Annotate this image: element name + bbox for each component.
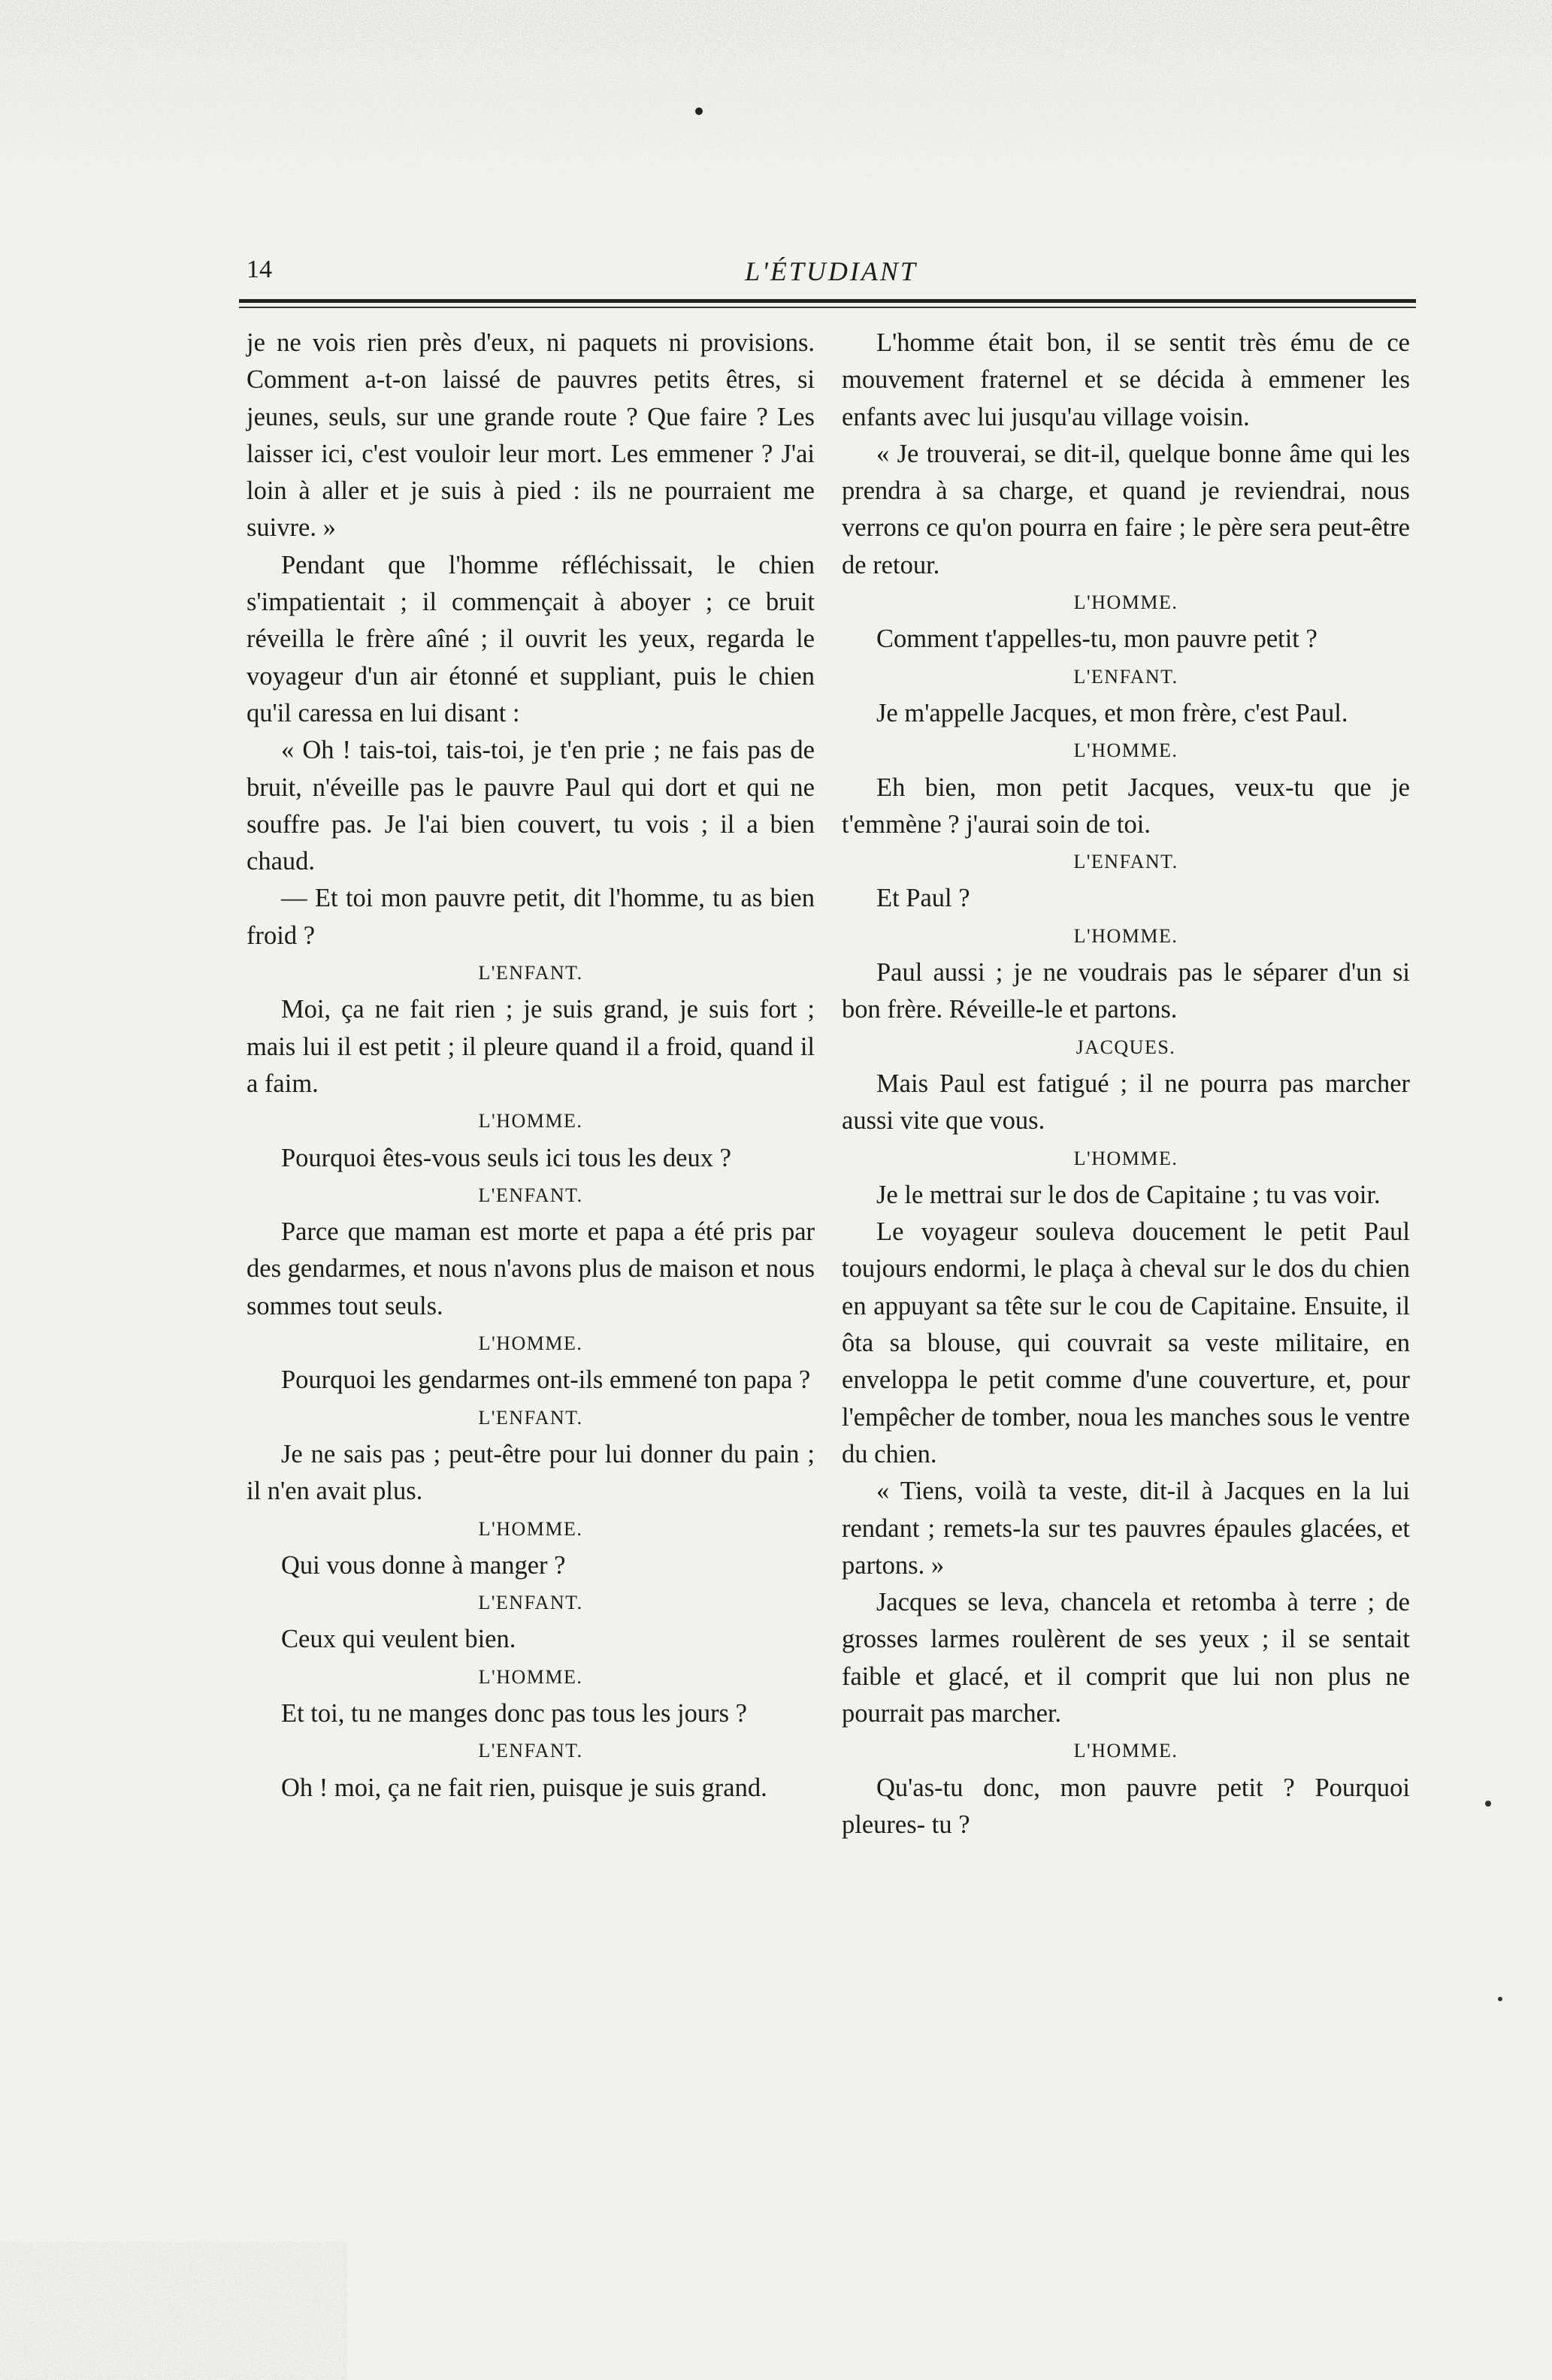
running-title: L'ÉTUDIANT bbox=[745, 256, 918, 286]
speaker-label: L'ENFANT. bbox=[478, 1592, 583, 1614]
paragraph: Eh bien, mon petit Jacques, veux-tu que je t'emmène ? j'aurai soin de toi. bbox=[842, 773, 1410, 839]
paragraph: « Je trouverai, se dit-il, quelque bonne âme qui les prendra à sa charge, et quand je reviendrai, nous verrons ce qu'on pourra en faire ; le père sera peut-être de retour. bbox=[842, 439, 1410, 579]
speaker-label: L'ENFANT. bbox=[478, 1740, 583, 1762]
right-column bbox=[842, 325, 1410, 1843]
speaker-label: L'HOMME. bbox=[1073, 1147, 1178, 1169]
page-header bbox=[247, 256, 1416, 301]
paragraph: Qu'as-tu donc, mon pauvre petit ? Pourquoi pleures- tu ? bbox=[842, 1773, 1410, 1839]
paragraph: Pourquoi les gendarmes ont-ils emmené ton papa ? bbox=[281, 1365, 811, 1395]
paragraph: L'homme était bon, il se sentit très ému de ce mouvement fraternel et se décida à emmener les enfants avec lui jusqu'au village voisin. bbox=[842, 328, 1410, 431]
paragraph: Pourquoi êtes-vous seuls ici tous les deux ? bbox=[281, 1143, 731, 1172]
speaker-label: L'HOMME. bbox=[478, 1332, 583, 1355]
paragraph: Je ne sais pas ; peut-être pour lui donner du pain ; il n'en avait plus. bbox=[247, 1439, 815, 1506]
paragraph: Ceux qui veulent bien. bbox=[281, 1625, 516, 1654]
paragraph: Paul aussi ; je ne voudrais pas le séparer d'un si bon frère. Réveille-le et partons. bbox=[842, 958, 1410, 1024]
paragraph: Moi, ça ne fait rien ; je suis grand, je suis fort ; mais lui il est petit ; il pleure quand il a froid, quand il a faim. bbox=[247, 995, 815, 1098]
paragraph: Je le mettrai sur le dos de Capitaine ; tu vas voir. bbox=[876, 1180, 1381, 1209]
paragraph: Pendant que l'homme réfléchissait, le chien s'impatientait ; il commençait à aboyer ; ce bruit réveilla le frère aîné ; il ouvrit les yeux, regarda le voyageur d'un air étonné et suppliant, puis le chien qu'il caressa en lui disant : bbox=[247, 550, 815, 727]
page-number: 14 bbox=[247, 256, 272, 283]
header-rule-thick bbox=[239, 299, 1416, 303]
speaker-label: L'HOMME. bbox=[478, 1110, 583, 1133]
paragraph: Je m'appelle Jacques, et mon frère, c'est Paul. bbox=[876, 698, 1348, 727]
paragraph: Et Paul ? bbox=[876, 884, 970, 913]
speaker-label: L'ENFANT. bbox=[478, 1184, 583, 1206]
paragraph: Et toi, tu ne manges donc pas tous les jours ? bbox=[281, 1698, 747, 1728]
speaker-label: L'HOMME. bbox=[1073, 924, 1178, 947]
speaker-label: L'HOMME. bbox=[478, 1665, 583, 1688]
paragraph: Comment t'appelles-tu, mon pauvre petit ? bbox=[876, 624, 1318, 654]
paragraph: Jacques se leva, chancela et retomba à terre ; de grosses larmes roulèrent de ses yeux ; il se sentait faible et glacé, et il comprit que lui non plus ne pourrait pas marcher. bbox=[842, 1588, 1410, 1728]
paragraph: — Et toi mon pauvre petit, dit l'homme, tu as bien froid ? bbox=[247, 884, 815, 950]
speaker-label: L'ENFANT. bbox=[1073, 665, 1178, 688]
speaker-label: JACQUES. bbox=[1076, 1036, 1176, 1058]
left-column bbox=[247, 325, 815, 1807]
paragraph: Parce que maman est morte et papa a été pris par des gendarmes, et nous n'avons plus de maison et nous sommes tout seuls. bbox=[247, 1217, 815, 1320]
paragraph: Mais Paul est fatigué ; il ne pourra pas marcher aussi vite que vous. bbox=[842, 1069, 1410, 1136]
speaker-label: L'ENFANT. bbox=[478, 962, 583, 984]
paragraph: je ne vois rien près d'eux, ni paquets ni provisions. Comment a-t-on laissé de pauvres petits êtres, si jeunes, seuls, sur une grande route ? Que faire ? Les laisser ici, c'est vouloir leur mort. Les emmener ? J'ai loin à aller et je suis à pied : ils ne pourraient me suivre. » bbox=[247, 328, 815, 543]
speaker-label: L'ENFANT. bbox=[478, 1406, 583, 1429]
speaker-label: L'HOMME. bbox=[1073, 1740, 1178, 1762]
paragraph: « Oh ! tais-toi, tais-toi, je t'en prie ; ne fais pas de bruit, n'éveille pas le pauvre Paul qui dort et qui ne souffre pas. Je l'ai bien couvert, tu vois ; il a bien chaud. bbox=[247, 736, 815, 876]
header-rule-thin bbox=[239, 307, 1416, 308]
speaker-label: L'ENFANT. bbox=[1073, 851, 1178, 873]
paragraph: Le voyageur souleva doucement le petit Paul toujours endormi, le plaça à cheval sur le dos du chien en appuyant sa tête sur le cou de Capitaine. Ensuite, il ôta sa blouse, qui couvrait sa veste militaire, en enveloppa le petit comme d'une couverture, et, pour l'empêcher de tomber, noua les manches sous le ventre du chien. bbox=[842, 1217, 1410, 1468]
paragraph: Oh ! moi, ça ne fait rien, puisque je suis grand. bbox=[281, 1773, 767, 1802]
speaker-label: L'HOMME. bbox=[1073, 591, 1178, 614]
paragraph: « Tiens, voilà ta veste, dit-il à Jacques en la lui rendant ; remets-la sur tes pauvres épaules glacées, et partons. » bbox=[842, 1477, 1410, 1580]
paragraph: Qui vous donne à manger ? bbox=[281, 1550, 566, 1580]
speaker-label: L'HOMME. bbox=[478, 1517, 583, 1540]
speaker-label: L'HOMME. bbox=[1073, 739, 1178, 762]
